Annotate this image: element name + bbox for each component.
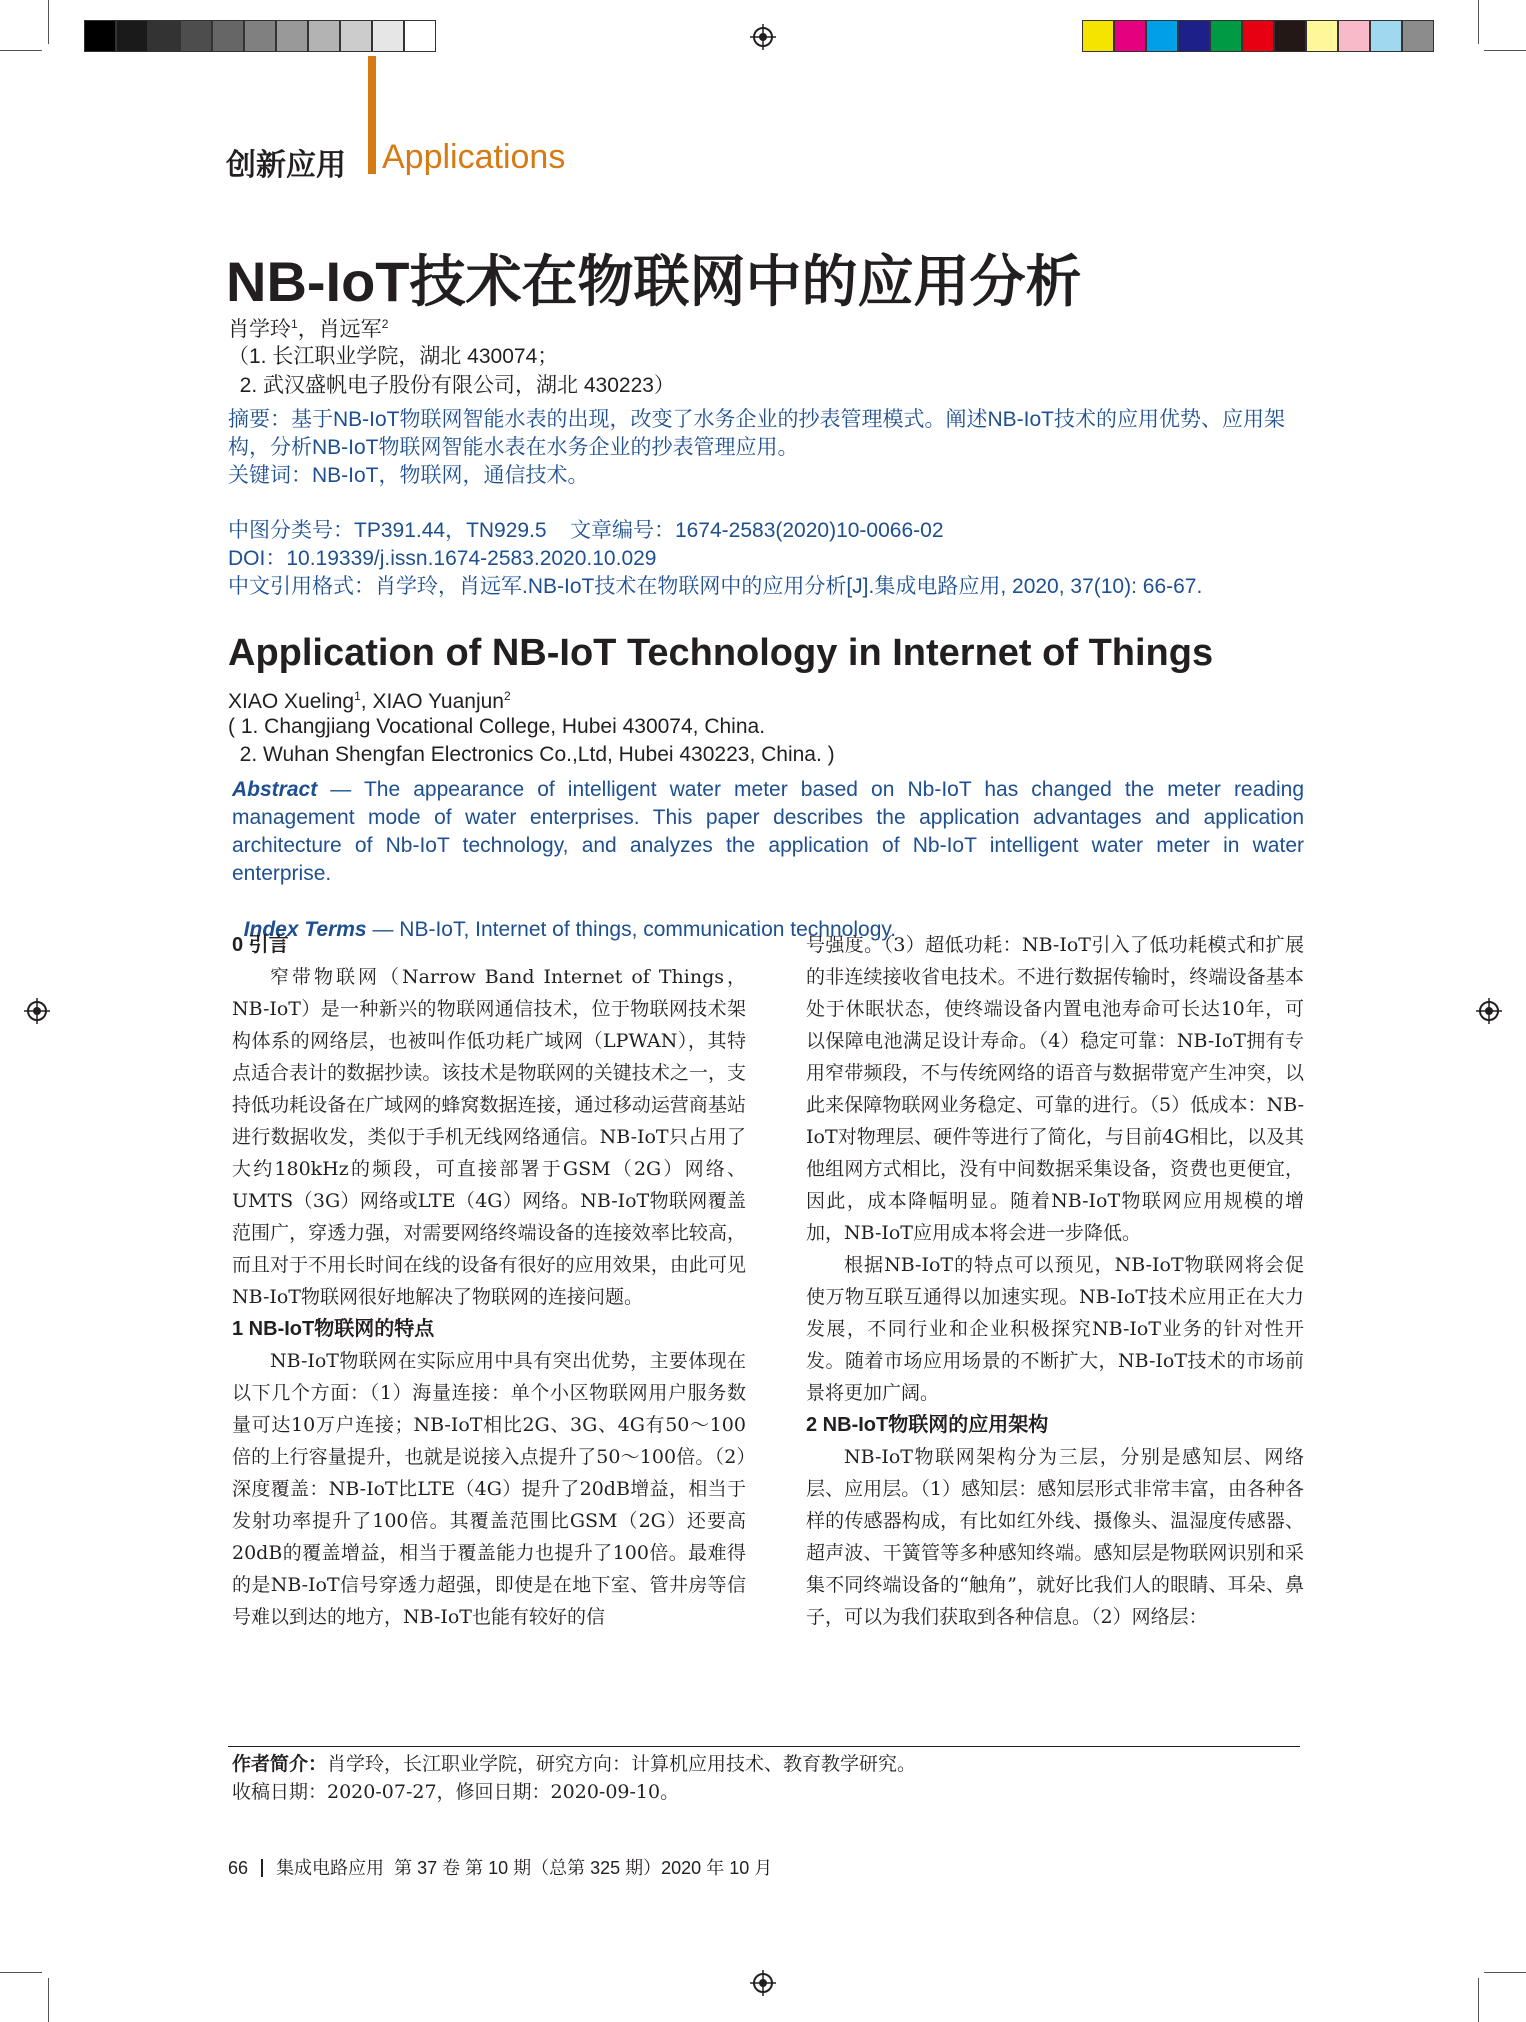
page-number: 66 — [228, 1858, 249, 1878]
affiliation-cn-2: 2. 武汉盛帆电子股份有限公司，湖北 430223） — [228, 374, 675, 397]
color-swatch — [308, 20, 340, 52]
color-swatch — [1402, 20, 1434, 52]
title-en: Application of NB-IoT Technology in Internet of Things — [228, 632, 1214, 674]
color-swatch — [212, 20, 244, 52]
paragraph: NB-IoT物联网在实际应用中具有突出优势，主要体现在以下几个方面：（1）海量连接：单个小区物联网用户服务数量可达10万户连接；NB-IoT相比2G、3G、4G有50～100倍的上行容量提升，也就是说接入点提升了50～100倍。（2）深度覆盖：NB-IoT比LTE（4G）提升了20dB增益，相当于发射功率提升了100倍。其覆盖范围比GSM（2G）还要高20dB的覆盖增益，相当于覆盖能力也提升了100倍。最难得的是NB-IoT信号穿透力超强，即使是在地下室、管井房等信号难以到达的地方，NB-IoT也能有较好的信 — [232, 1350, 746, 1628]
heading-section-1: 1 NB-IoT物联网的特点 — [232, 1318, 435, 1340]
crop-mark — [1478, 1978, 1479, 2022]
color-swatch — [1306, 20, 1338, 52]
color-swatch — [404, 20, 436, 52]
abstract-cn: 摘要：基于NB-IoT物联网智能水表的出现，改变了水务企业的抄表管理模式。阐述NB-IoT技术的应用优势、应用架构，分析NB-IoT物联网智能水表在水务企业的抄表管理应用。 — [228, 408, 1286, 459]
registration-mark-icon — [750, 24, 776, 50]
registration-mark-icon — [1476, 998, 1502, 1024]
color-swatch — [1338, 20, 1370, 52]
color-swatch — [1178, 20, 1210, 52]
author-bio: 作者简介：肖学玲，长江职业学院，研究方向：计算机应用技术、教育教学研究。 — [232, 1753, 917, 1775]
authors-en: XIAO Xueling$^1$, XIAO Yuanjun$^2$ — [228, 689, 511, 713]
title-cn: NB-IoT技术在物联网中的应用分析 — [226, 250, 1082, 313]
affiliation-cn-1: （1. 长江职业学院，湖北 430074； — [228, 345, 559, 368]
registration-mark-icon — [750, 1970, 776, 1996]
citation-format: 中文引用格式：肖学玲，肖远军.NB-IoT技术在物联网中的应用分析[J].集成电路应用, 2020, 37(10): 66-67. — [228, 575, 1203, 598]
crop-mark — [48, 1978, 49, 2022]
color-swatch — [180, 20, 212, 52]
abstract-en: Abstract — The appearance of intelligent water meter based on Nb-IoT has changed the meter reading management mode of water enterprises. This paper describes the application advantages and application architecture of Nb-IoT technology, and analyzes the application of Nb-IoT intelligent water meter in water enterprise. — [232, 778, 1304, 885]
right-column — [806, 929, 1304, 1633]
affiliation-en-2: 2. Wuhan Shengfan Electronics Co.,Ltd, Hubei 430223, China. ) — [228, 743, 835, 766]
section-label-en: Applications — [382, 138, 566, 176]
color-swatch — [1370, 20, 1402, 52]
crop-mark — [1484, 50, 1526, 51]
process-color-bar — [1082, 20, 1434, 52]
footer-divider — [261, 1859, 263, 1877]
author-bio-label: 作者简介： — [232, 1754, 328, 1775]
crop-mark — [48, 0, 49, 44]
paragraph: 根据NB-IoT的特点可以预见，NB-IoT物联网将会促使万物互联互通得以加速实现。NB-IoT技术应用正在大力发展，不同行业和企业积极探究NB-IoT业务的针对性开发。随着市场应用场景的不断扩大，NB-IoT技术的市场前景将更加广阔。 — [806, 1254, 1304, 1404]
heading-introduction: 0 引言 — [232, 934, 289, 956]
section-accent-bar — [368, 56, 376, 174]
crop-mark — [1478, 0, 1479, 44]
received-dates: 收稿日期：2020-07-27，修回日期：2020-09-10。 — [232, 1781, 680, 1803]
crop-mark — [0, 1972, 42, 1973]
color-swatch — [84, 20, 116, 52]
index-terms: Index Terms — NB-IoT, Internet of things, communication technology. — [243, 918, 897, 941]
paragraph-continued: 号强度。（3）超低功耗：NB-IoT引入了低功耗模式和扩展的非连续接收省电技术。不进行数据传输时，终端设备基本处于休眠状态，使终端设备内置电池寿命可长达10年，可以保障电池满足设计寿命。（4）稳定可靠：NB-IoT拥有专用窄带频段，不与传统网络的语音与数据带宽产生冲突，以此来保障物联网业务稳定、可靠的进行。（5）低成本：NB-IoT对物理层、硬件等进行了简化，与目前4G相比，以及其他组网方式相比，没有中间数据采集设备，资费也更便宜，因此，成本降幅明显。随着NB-IoT物联网应用规模的增加，NB-IoT应用成本将会进一步降低。 — [806, 934, 1304, 1244]
paragraph: 窄带物联网（Narrow Band Internet of Things，NB-IoT）是一种新兴的物联网通信技术，位于物联网技术架构体系的网络层，也被叫作低功耗广域网（LPWAN），其特点适合表计的数据抄读。该技术是物联网的关键技术之一，支持低功耗设备在广域网的蜂窝数据连接，通过移动运营商基站进行数据收发，类似于手机无线网络通信。NB-IoT只占用了大约180kHz的频段，可直接部署于GSM（2G）网络、UMTS（3G）网络或LTE（4G）网络。NB-IoT物联网覆盖范围广，穿透力强，对需要网络终端设备的连接效率比较高，而且对于不用长时间在线的设备有很好的应用效果，由此可见NB-IoT物联网很好地解决了物联网的连接问题。 — [232, 966, 746, 1308]
color-swatch — [1210, 20, 1242, 52]
color-swatch — [1114, 20, 1146, 52]
color-swatch — [372, 20, 404, 52]
journal-info: 集成电路应用 第 37 卷 第 10 期（总第 325 期）2020 年 10 月 — [276, 1858, 773, 1878]
page-footer — [228, 1854, 772, 1880]
crop-mark — [0, 50, 42, 51]
color-swatch — [244, 20, 276, 52]
color-swatch — [276, 20, 308, 52]
index-terms-label: Index Terms — [243, 918, 367, 941]
section-label-cn: 创新应用 — [226, 149, 346, 182]
abstract-en-label: Abstract — [232, 778, 318, 801]
classification-info: 中图分类号：TP391.44，TN929.5 文章编号：1674-2583(2020)10-0066-02 — [228, 519, 944, 542]
color-swatch — [148, 20, 180, 52]
heading-section-2: 2 NB-IoT物联网的应用架构 — [806, 1414, 1049, 1436]
color-swatch — [1242, 20, 1274, 52]
color-swatch — [1146, 20, 1178, 52]
crop-mark — [1484, 1972, 1526, 1973]
color-swatch — [340, 20, 372, 52]
paragraph: NB-IoT物联网架构分为三层，分别是感知层、网络层、应用层。（1）感知层：感知层形式非常丰富，由各种各样的传感器构成，有比如红外线、摄像头、温湿度传感器、超声波、干簧管等多种感知终端。感知层是物联网识别和采集不同终端设备的“触角”，就好比我们人的眼睛、耳朵、鼻子，可以为我们获取到各种信息。（2）网络层： — [806, 1446, 1304, 1628]
authors-cn: 肖学玲$^1$，肖远军$^2$ — [228, 317, 389, 341]
abstract-en-text: The appearance of intelligent water meter based on Nb-IoT has changed the meter reading management mode of water enterprises. This paper describes the application advantages and application architecture of Nb-IoT technology, and analyzes the application of Nb-IoT intelligent water meter in water enterprise. — [232, 778, 1304, 885]
color-swatch — [116, 20, 148, 52]
registration-mark-icon — [24, 998, 50, 1024]
left-column — [232, 929, 746, 1633]
grayscale-color-bar — [84, 20, 436, 52]
doi: DOI：10.19339/j.issn.1674-2583.2020.10.029 — [228, 547, 657, 570]
affiliation-en-1: ( 1. Changjiang Vocational College, Hubei 430074, China. — [228, 715, 766, 738]
index-terms-text: NB-IoT, Internet of things, communication technology. — [399, 918, 897, 941]
footnote-rule — [228, 1746, 1300, 1747]
keywords-cn: 关键词：NB-IoT，物联网，通信技术。 — [228, 464, 589, 487]
color-swatch — [1274, 20, 1306, 52]
color-swatch — [1082, 20, 1114, 52]
